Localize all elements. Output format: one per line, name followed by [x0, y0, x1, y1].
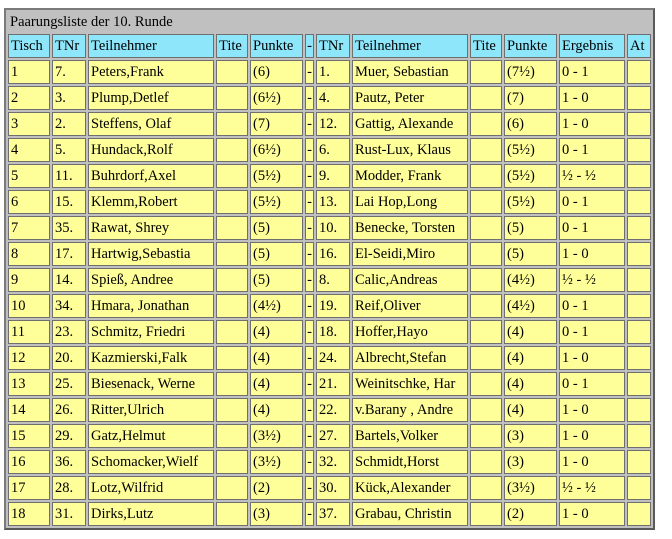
cell-title-white: [216, 476, 248, 500]
cell-points-black: (4): [504, 398, 557, 422]
table-row: [8, 242, 651, 266]
cell-points-black: (7): [504, 86, 557, 110]
cell-result: 1 - 0: [559, 450, 625, 474]
cell-dash: -: [305, 164, 314, 188]
cell-player-white: Dirks,Lutz: [88, 502, 214, 526]
header-points-black: Punkte: [504, 34, 557, 58]
cell-result: 1 - 0: [559, 424, 625, 448]
table-row: [8, 320, 651, 344]
cell-dash: -: [305, 190, 314, 214]
cell-title-white: [216, 424, 248, 448]
cell-points-white: (4): [250, 320, 303, 344]
cell-result: ½ - ½: [559, 476, 625, 500]
cell-title-black: [470, 138, 502, 162]
cell-tnr-black: 10.: [316, 216, 350, 240]
table-row: [8, 372, 651, 396]
cell-dash: -: [305, 398, 314, 422]
cell-board: 4: [8, 138, 50, 162]
header-points-white: Punkte: [250, 34, 303, 58]
cell-points-black: (7½): [504, 60, 557, 84]
cell-board: 17: [8, 476, 50, 500]
cell-player-black: Kück,Alexander: [352, 476, 468, 500]
cell-player-black: Weinitschke, Har: [352, 372, 468, 396]
cell-points-white: (5½): [250, 190, 303, 214]
cell-at: [627, 138, 651, 162]
header-tisch: Tisch: [8, 34, 50, 58]
table-row: [8, 138, 651, 162]
cell-tnr-white: 29.: [52, 424, 86, 448]
header-tnr-white: TNr: [52, 34, 86, 58]
cell-at: [627, 476, 651, 500]
cell-tnr-white: 36.: [52, 450, 86, 474]
table-row: [8, 216, 651, 240]
cell-points-black: (4): [504, 320, 557, 344]
cell-player-black: Rust-Lux, Klaus: [352, 138, 468, 162]
cell-dash: -: [305, 268, 314, 292]
cell-at: [627, 268, 651, 292]
cell-tnr-black: 19.: [316, 294, 350, 318]
cell-tnr-white: 15.: [52, 190, 86, 214]
header-player-black: Teilnehmer: [352, 34, 468, 58]
cell-player-black: Lai Hop,Long: [352, 190, 468, 214]
cell-at: [627, 346, 651, 370]
cell-points-white: (6½): [250, 86, 303, 110]
header-at: At: [627, 34, 651, 58]
cell-player-white: Gatz,Helmut: [88, 424, 214, 448]
cell-tnr-white: 31.: [52, 502, 86, 526]
table-row: [8, 190, 651, 214]
cell-result: 0 - 1: [559, 372, 625, 396]
cell-player-white: Schmitz, Friedri: [88, 320, 214, 344]
cell-tnr-black: 21.: [316, 372, 350, 396]
cell-title-black: [470, 450, 502, 474]
cell-result: 1 - 0: [559, 86, 625, 110]
cell-tnr-white: 14.: [52, 268, 86, 292]
cell-at: [627, 372, 651, 396]
cell-tnr-white: 2.: [52, 112, 86, 136]
cell-tnr-black: 27.: [316, 424, 350, 448]
cell-tnr-white: 28.: [52, 476, 86, 500]
cell-board: 16: [8, 450, 50, 474]
cell-player-black: Pautz, Peter: [352, 86, 468, 110]
cell-player-white: Klemm,Robert: [88, 190, 214, 214]
cell-points-white: (4): [250, 346, 303, 370]
cell-title-white: [216, 138, 248, 162]
cell-points-white: (5): [250, 216, 303, 240]
cell-title-white: [216, 216, 248, 240]
pairings-table: [4, 8, 655, 530]
cell-dash: -: [305, 86, 314, 110]
header-title-black: Tite: [470, 34, 502, 58]
cell-board: 2: [8, 86, 50, 110]
table-row: [8, 164, 651, 188]
cell-board: 5: [8, 164, 50, 188]
cell-player-black: Schmidt,Horst: [352, 450, 468, 474]
cell-tnr-black: 22.: [316, 398, 350, 422]
cell-tnr-white: 5.: [52, 138, 86, 162]
cell-tnr-white: 35.: [52, 216, 86, 240]
cell-title-black: [470, 476, 502, 500]
cell-dash: -: [305, 424, 314, 448]
cell-title-white: [216, 372, 248, 396]
cell-points-white: (5): [250, 268, 303, 292]
cell-dash: -: [305, 138, 314, 162]
cell-board: 3: [8, 112, 50, 136]
cell-title-black: [470, 60, 502, 84]
header-dash: -: [305, 34, 314, 58]
cell-points-white: (7): [250, 112, 303, 136]
cell-title-white: [216, 268, 248, 292]
cell-result: 0 - 1: [559, 138, 625, 162]
cell-result: 0 - 1: [559, 60, 625, 84]
cell-points-black: (4½): [504, 268, 557, 292]
cell-title-black: [470, 268, 502, 292]
cell-points-white: (4): [250, 372, 303, 396]
table-row: [8, 476, 651, 500]
cell-title-black: [470, 190, 502, 214]
cell-tnr-black: 1.: [316, 60, 350, 84]
cell-at: [627, 86, 651, 110]
cell-at: [627, 502, 651, 526]
cell-dash: -: [305, 60, 314, 84]
table-row: [8, 346, 651, 370]
cell-tnr-black: 13.: [316, 190, 350, 214]
cell-title-white: [216, 190, 248, 214]
cell-points-black: (6): [504, 112, 557, 136]
cell-player-white: Peters,Frank: [88, 60, 214, 84]
cell-dash: -: [305, 346, 314, 370]
cell-tnr-black: 9.: [316, 164, 350, 188]
cell-board: 13: [8, 372, 50, 396]
cell-result: 1 - 0: [559, 242, 625, 266]
cell-title-white: [216, 320, 248, 344]
cell-dash: -: [305, 216, 314, 240]
cell-player-black: Calic,Andreas: [352, 268, 468, 292]
cell-tnr-white: 7.: [52, 60, 86, 84]
cell-result: 1 - 0: [559, 398, 625, 422]
cell-result: 0 - 1: [559, 190, 625, 214]
cell-tnr-black: 30.: [316, 476, 350, 500]
cell-player-black: Modder, Frank: [352, 164, 468, 188]
cell-title-black: [470, 294, 502, 318]
cell-tnr-white: 25.: [52, 372, 86, 396]
header-tnr-black: TNr: [316, 34, 350, 58]
cell-board: 8: [8, 242, 50, 266]
cell-at: [627, 398, 651, 422]
cell-points-black: (5): [504, 216, 557, 240]
cell-tnr-black: 8.: [316, 268, 350, 292]
cell-result: ½ - ½: [559, 268, 625, 292]
cell-player-black: Bartels,Volker: [352, 424, 468, 448]
cell-title-white: [216, 86, 248, 110]
cell-title-black: [470, 164, 502, 188]
cell-title-black: [470, 216, 502, 240]
cell-dash: -: [305, 112, 314, 136]
cell-result: 0 - 1: [559, 294, 625, 318]
cell-player-white: Plump,Detlef: [88, 86, 214, 110]
cell-tnr-white: 3.: [52, 86, 86, 110]
cell-board: 18: [8, 502, 50, 526]
cell-title-white: [216, 242, 248, 266]
header-result: Ergebnis: [559, 34, 625, 58]
cell-points-black: (4): [504, 372, 557, 396]
cell-board: 15: [8, 424, 50, 448]
cell-points-black: (3): [504, 424, 557, 448]
cell-player-black: Benecke, Torsten: [352, 216, 468, 240]
cell-points-white: (6½): [250, 138, 303, 162]
cell-points-black: (3½): [504, 476, 557, 500]
cell-title-white: [216, 346, 248, 370]
cell-player-white: Buhrdorf,Axel: [88, 164, 214, 188]
cell-tnr-black: 4.: [316, 86, 350, 110]
cell-tnr-white: 26.: [52, 398, 86, 422]
cell-points-white: (4): [250, 398, 303, 422]
cell-board: 11: [8, 320, 50, 344]
cell-title-black: [470, 86, 502, 110]
cell-player-white: Spieß, Andree: [88, 268, 214, 292]
cell-board: 9: [8, 268, 50, 292]
pairings-body: [8, 60, 651, 526]
cell-player-black: Albrecht,Stefan: [352, 346, 468, 370]
cell-tnr-black: 6.: [316, 138, 350, 162]
cell-player-black: El-Seidi,Miro: [352, 242, 468, 266]
cell-dash: -: [305, 502, 314, 526]
cell-player-white: Kazmierski,Falk: [88, 346, 214, 370]
cell-result: 1 - 0: [559, 346, 625, 370]
cell-result: ½ - ½: [559, 164, 625, 188]
table-row: [8, 450, 651, 474]
cell-title-white: [216, 294, 248, 318]
cell-at: [627, 164, 651, 188]
cell-title-white: [216, 60, 248, 84]
cell-at: [627, 242, 651, 266]
cell-at: [627, 190, 651, 214]
cell-at: [627, 112, 651, 136]
cell-result: 1 - 0: [559, 112, 625, 136]
cell-player-white: Hartwig,Sebastia: [88, 242, 214, 266]
cell-at: [627, 294, 651, 318]
cell-at: [627, 450, 651, 474]
cell-dash: -: [305, 476, 314, 500]
header-player-white: Teilnehmer: [88, 34, 214, 58]
cell-title-white: [216, 450, 248, 474]
cell-tnr-white: 23.: [52, 320, 86, 344]
cell-tnr-black: 12.: [316, 112, 350, 136]
cell-dash: -: [305, 372, 314, 396]
cell-points-white: (2): [250, 476, 303, 500]
cell-title-black: [470, 346, 502, 370]
cell-points-black: (5½): [504, 138, 557, 162]
cell-at: [627, 320, 651, 344]
table-row: [8, 502, 651, 526]
title-row: [8, 12, 651, 32]
cell-player-black: v.Barany , Andre: [352, 398, 468, 422]
cell-title-black: [470, 398, 502, 422]
cell-tnr-black: 16.: [316, 242, 350, 266]
cell-player-black: Gattig, Alexande: [352, 112, 468, 136]
table-title: Paarungsliste der 10. Runde: [8, 12, 651, 32]
cell-tnr-black: 24.: [316, 346, 350, 370]
cell-player-white: Ritter,Ulrich: [88, 398, 214, 422]
cell-points-black: (4): [504, 346, 557, 370]
cell-dash: -: [305, 294, 314, 318]
cell-result: 1 - 0: [559, 502, 625, 526]
cell-points-white: (4½): [250, 294, 303, 318]
cell-title-white: [216, 112, 248, 136]
cell-board: 7: [8, 216, 50, 240]
table-row: [8, 424, 651, 448]
cell-board: 1: [8, 60, 50, 84]
cell-title-black: [470, 424, 502, 448]
cell-player-white: Hundack,Rolf: [88, 138, 214, 162]
header-row: [8, 34, 651, 58]
cell-title-white: [216, 502, 248, 526]
cell-player-black: Grabau, Christin: [352, 502, 468, 526]
table-row: [8, 294, 651, 318]
cell-points-black: (2): [504, 502, 557, 526]
cell-board: 14: [8, 398, 50, 422]
pairings-container: [4, 8, 655, 530]
cell-points-black: (5½): [504, 164, 557, 188]
cell-points-white: (5½): [250, 164, 303, 188]
cell-points-black: (5): [504, 242, 557, 266]
table-row: [8, 112, 651, 136]
cell-board: 10: [8, 294, 50, 318]
cell-board: 6: [8, 190, 50, 214]
cell-title-black: [470, 372, 502, 396]
header-title-white: Tite: [216, 34, 248, 58]
cell-tnr-black: 18.: [316, 320, 350, 344]
cell-title-white: [216, 398, 248, 422]
cell-tnr-white: 17.: [52, 242, 86, 266]
cell-points-white: (3½): [250, 450, 303, 474]
cell-player-white: Biesenack, Werne: [88, 372, 214, 396]
cell-points-white: (3): [250, 502, 303, 526]
cell-at: [627, 216, 651, 240]
cell-player-black: Reif,Oliver: [352, 294, 468, 318]
cell-dash: -: [305, 242, 314, 266]
cell-points-white: (3½): [250, 424, 303, 448]
cell-result: 0 - 1: [559, 320, 625, 344]
cell-player-white: Schomacker,Wielf: [88, 450, 214, 474]
cell-result: 0 - 1: [559, 216, 625, 240]
cell-at: [627, 424, 651, 448]
cell-title-white: [216, 164, 248, 188]
cell-points-black: (3): [504, 450, 557, 474]
cell-tnr-black: 32.: [316, 450, 350, 474]
table-row: [8, 268, 651, 292]
cell-player-white: Steffens, Olaf: [88, 112, 214, 136]
table-row: [8, 60, 651, 84]
cell-points-black: (5½): [504, 190, 557, 214]
cell-tnr-white: 20.: [52, 346, 86, 370]
cell-points-white: (6): [250, 60, 303, 84]
cell-player-black: Hoffer,Hayo: [352, 320, 468, 344]
cell-player-white: Rawat, Shrey: [88, 216, 214, 240]
table-row: [8, 86, 651, 110]
cell-player-white: Lotz,Wilfrid: [88, 476, 214, 500]
cell-player-white: Hmara, Jonathan: [88, 294, 214, 318]
cell-player-black: Muer, Sebastian: [352, 60, 468, 84]
cell-title-black: [470, 242, 502, 266]
cell-dash: -: [305, 450, 314, 474]
table-row: [8, 398, 651, 422]
cell-tnr-black: 37.: [316, 502, 350, 526]
cell-tnr-white: 11.: [52, 164, 86, 188]
cell-points-black: (4½): [504, 294, 557, 318]
cell-title-black: [470, 112, 502, 136]
cell-points-white: (5): [250, 242, 303, 266]
cell-at: [627, 60, 651, 84]
cell-title-black: [470, 320, 502, 344]
cell-tnr-white: 34.: [52, 294, 86, 318]
cell-title-black: [470, 502, 502, 526]
cell-dash: -: [305, 320, 314, 344]
cell-board: 12: [8, 346, 50, 370]
